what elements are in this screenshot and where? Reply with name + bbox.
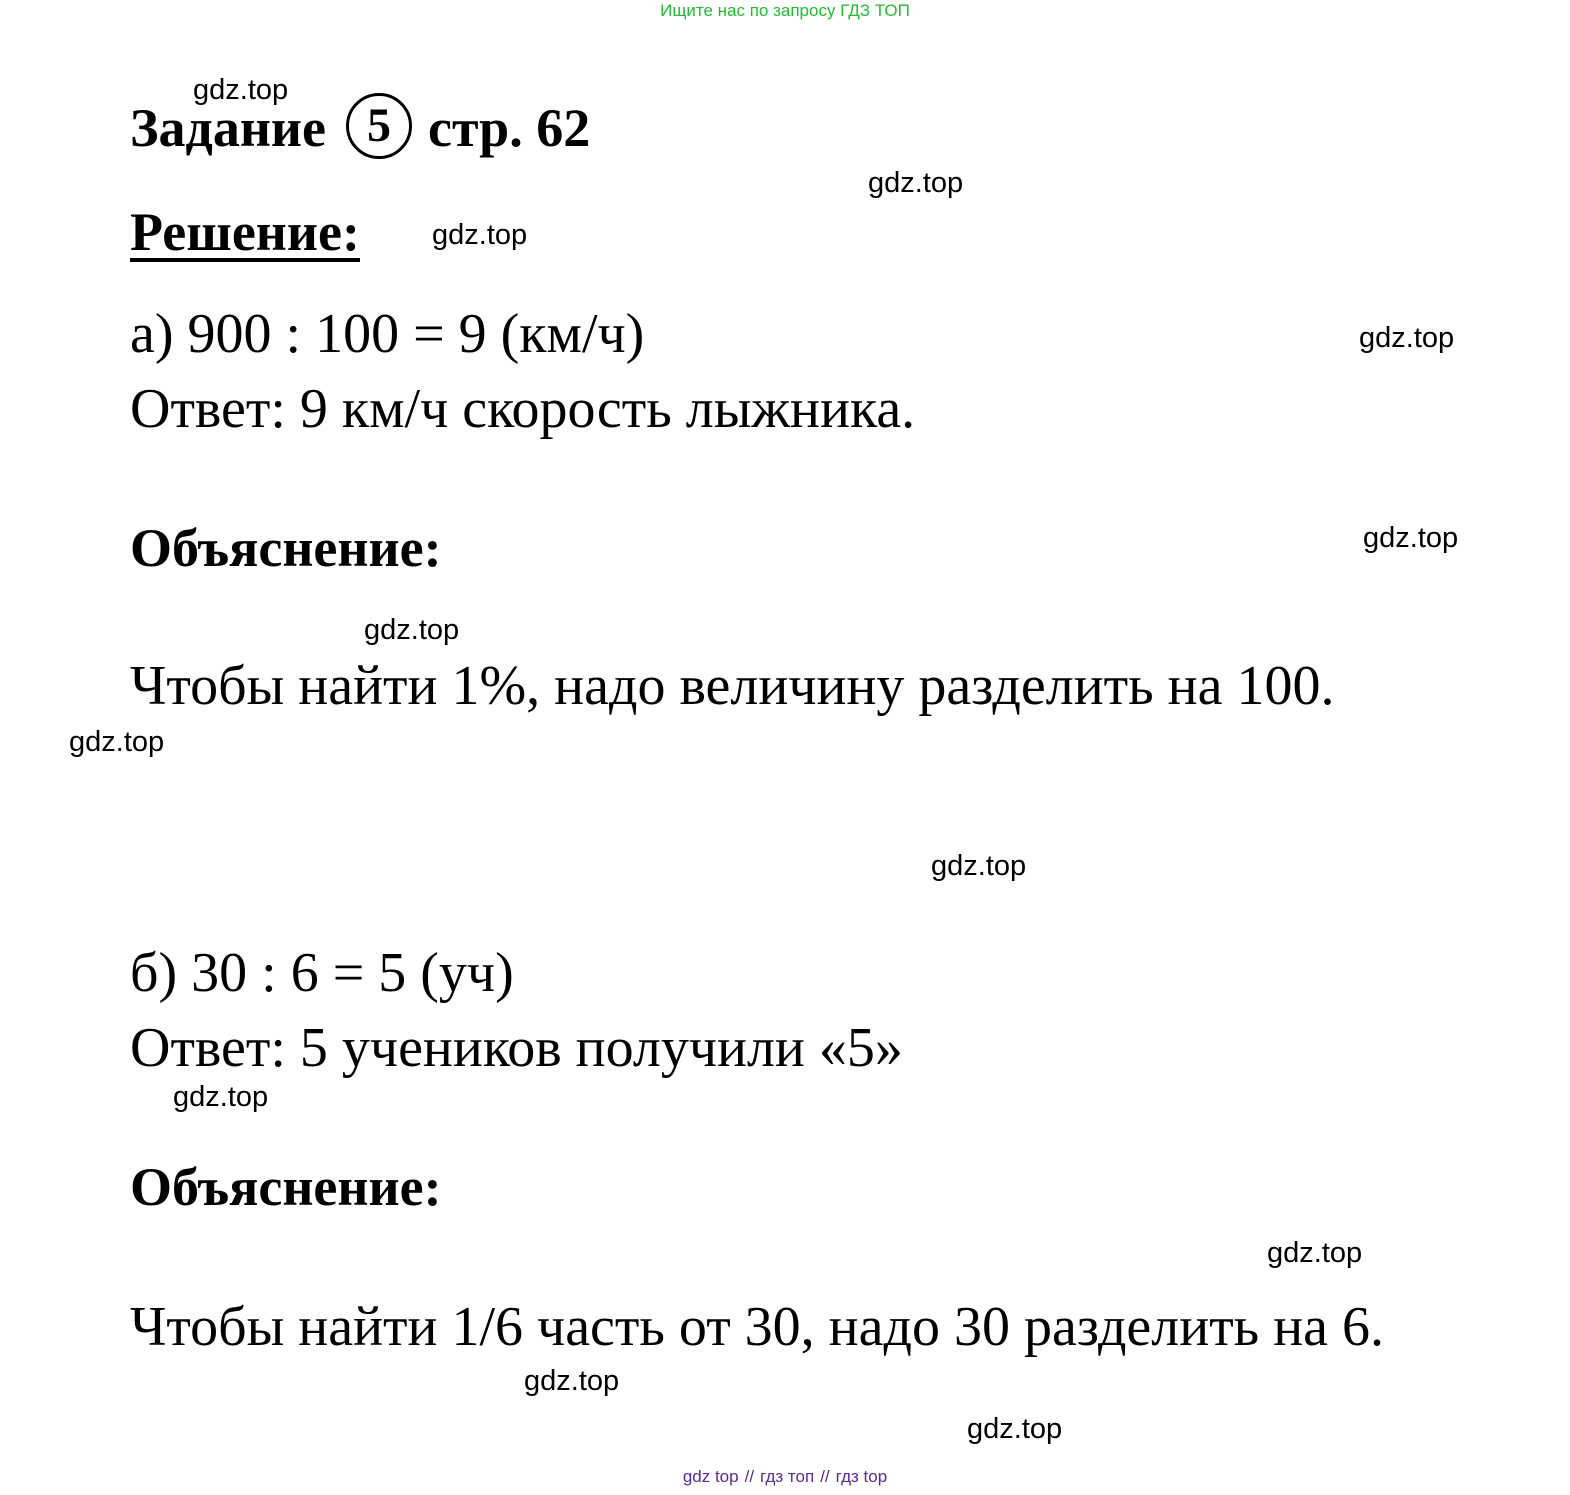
bottom-banner-link[interactable]: гдз топ <box>760 1467 815 1486</box>
watermark: gdz.top <box>967 1413 1063 1445</box>
solution-heading: Решение: <box>130 202 360 262</box>
watermark: gdz.top <box>364 614 460 646</box>
part-a-answer: Ответ: 9 км/ч скорость лыжника. <box>130 378 916 440</box>
bottom-banner-separator: // <box>820 1467 830 1486</box>
part-b-explanation: Чтобы найти 1/6 часть от 30, надо 30 разделить на 6. <box>130 1296 1385 1358</box>
part-a-explanation: Чтобы найти 1%, надо величину разделить на 100. <box>130 655 1335 717</box>
top-banner <box>0 0 1570 22</box>
top-banner-text: Ищите нас по запросу ГДЗ ТОП <box>660 1 910 20</box>
watermark: gdz.top <box>1363 522 1459 554</box>
bottom-banner-link[interactable]: gdz top <box>682 1467 739 1486</box>
part-b-equation: б) 30 : 6 = 5 (уч) <box>130 942 514 1004</box>
watermark: gdz.top <box>432 219 528 251</box>
bottom-banner-separator: // <box>744 1467 755 1486</box>
task-label: Задание <box>130 98 327 158</box>
watermark: gdz.top <box>1267 1237 1363 1269</box>
watermark: gdz.top <box>193 74 289 106</box>
watermark: gdz.top <box>868 167 964 199</box>
part-a-equation: а) 900 : 100 = 9 (км/ч) <box>130 303 645 365</box>
watermark: gdz.top <box>524 1365 620 1397</box>
watermark: gdz.top <box>173 1081 269 1113</box>
part-a-explanation-heading: Объяснение: <box>130 518 442 578</box>
bottom-banner-link[interactable]: гдз top <box>835 1467 888 1486</box>
part-b-explanation-heading: Объяснение: <box>130 1157 442 1217</box>
part-b-answer: Ответ: 5 учеников получили «5» <box>130 1017 903 1079</box>
task-page: стр. 62 <box>428 98 591 158</box>
watermark: gdz.top <box>1359 322 1455 354</box>
watermark: gdz.top <box>931 850 1027 882</box>
watermark: gdz.top <box>69 726 165 758</box>
bottom-banner <box>0 1466 1570 1488</box>
task-number-badge: 5 <box>346 93 412 159</box>
